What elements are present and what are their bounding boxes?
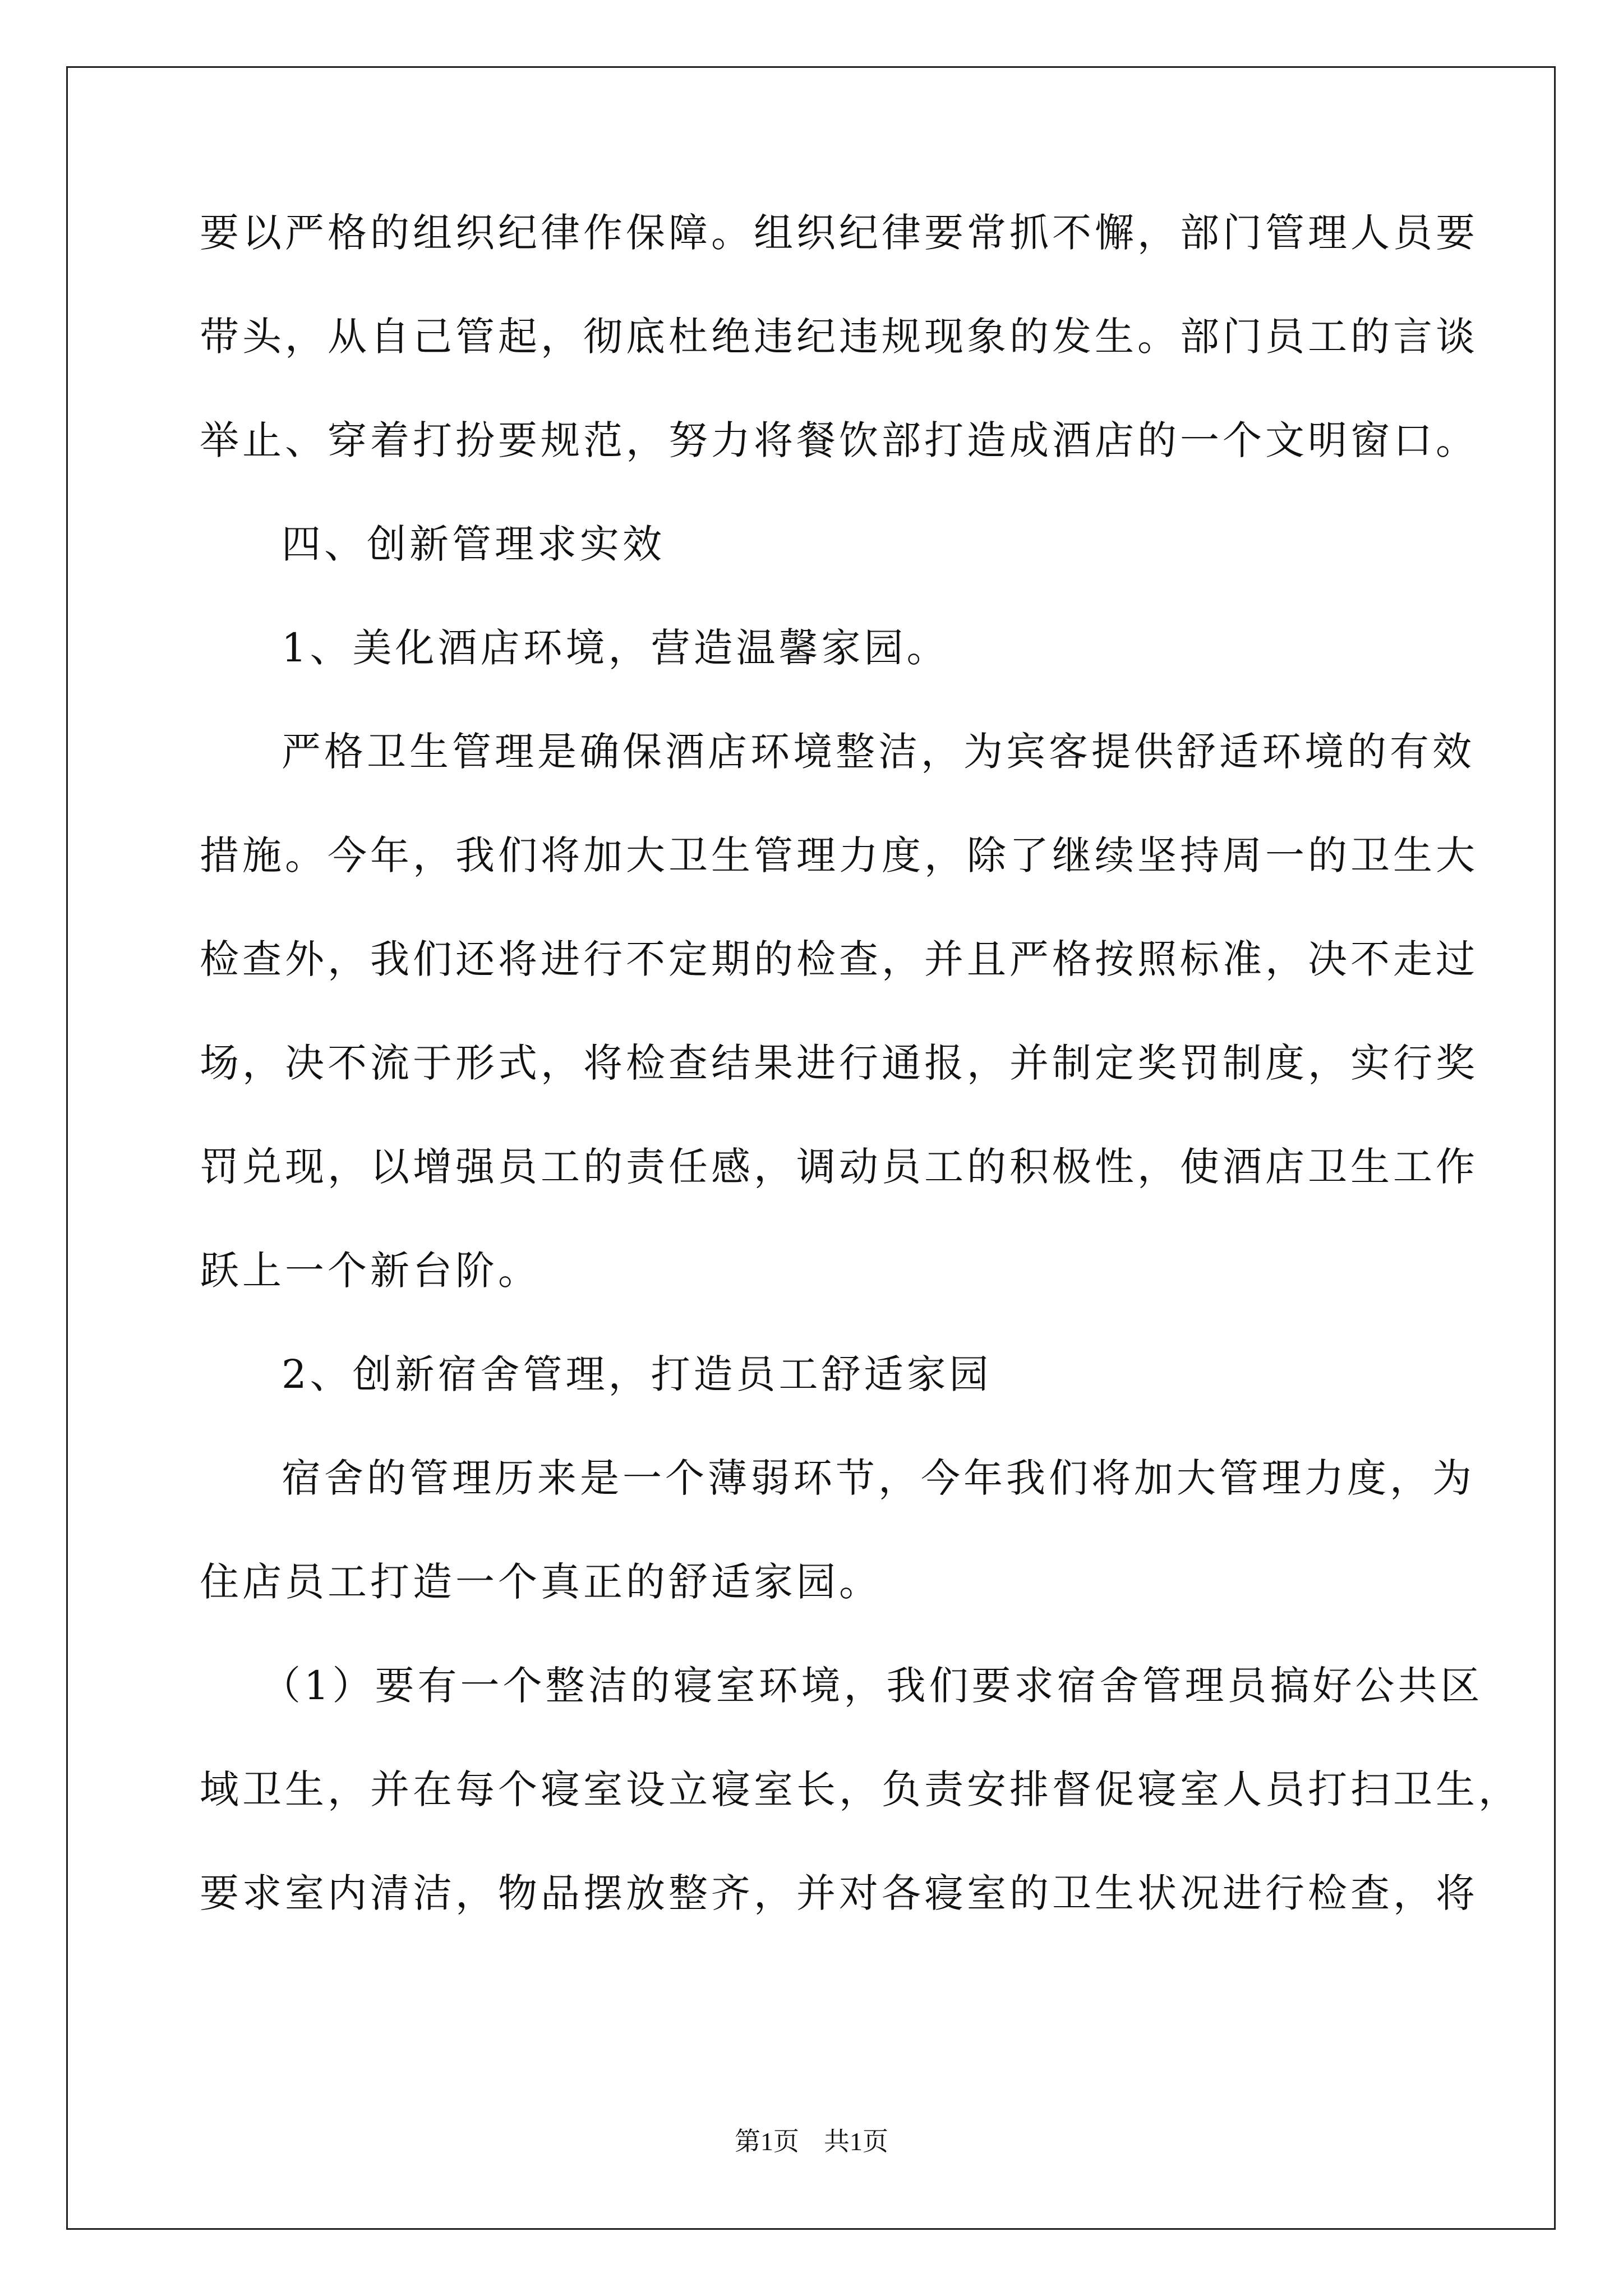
text-line: 罚兑现，以增强员工的责任感，调动员工的积极性，使酒店卫生工作 [200, 1144, 1478, 1190]
text-line: 要求室内清洁，物品摆放整齐，并对各寝室的卫生状况进行检查，将 [200, 1870, 1478, 1916]
section-heading: 四、创新管理求实效 [282, 521, 665, 567]
text-line: （1）要有一个整洁的寝室环境，我们要求宿舍管理员搞好公共区 [261, 1663, 1483, 1709]
text-line: 检查外，我们还将进行不定期的检查，并且严格按照标准，决不走过 [200, 936, 1478, 982]
text-line: 措施。今年，我们将加大卫生管理力度，除了继续坚持周一的卫生大 [200, 832, 1478, 878]
text-line: 严格卫生管理是确保酒店环境整洁，为宾客提供舒适环境的有效 [282, 729, 1475, 775]
text-line: 住店员工打造一个真正的舒适家园。 [200, 1559, 882, 1605]
text-line: 跃上一个新台阶。 [200, 1248, 541, 1294]
page-total: 共1页 [824, 2127, 888, 2156]
text-line: 场，决不流于形式，将检查结果进行通报，并制定奖罚制度，实行奖 [200, 1040, 1478, 1086]
text-line: 要以严格的组织纪律作保障。组织纪律要常抓不懈，部门管理人员要 [200, 210, 1478, 256]
page-footer [0, 2129, 1623, 2155]
text-line: 带头，从自己管起，彻底杜绝违纪违规现象的发生。部门员工的言谈 [200, 314, 1478, 360]
text-line: 宿舍的管理历来是一个薄弱环节，今年我们将加大管理力度，为 [282, 1455, 1475, 1501]
subsection-heading: 2、创新宿舍管理，打造员工舒适家园 [282, 1351, 992, 1397]
page-number: 第1页 [735, 2127, 799, 2156]
text-line: 举止、穿着打扮要规范，努力将餐饮部打造成酒店的一个文明窗口。 [200, 417, 1478, 463]
subsection-heading: 1、美化酒店环境，营造温馨家园。 [282, 625, 949, 671]
text-line: 域卫生，并在每个寝室设立寝室长，负责安排督促寝室人员打扫卫生， [200, 1766, 1521, 1812]
